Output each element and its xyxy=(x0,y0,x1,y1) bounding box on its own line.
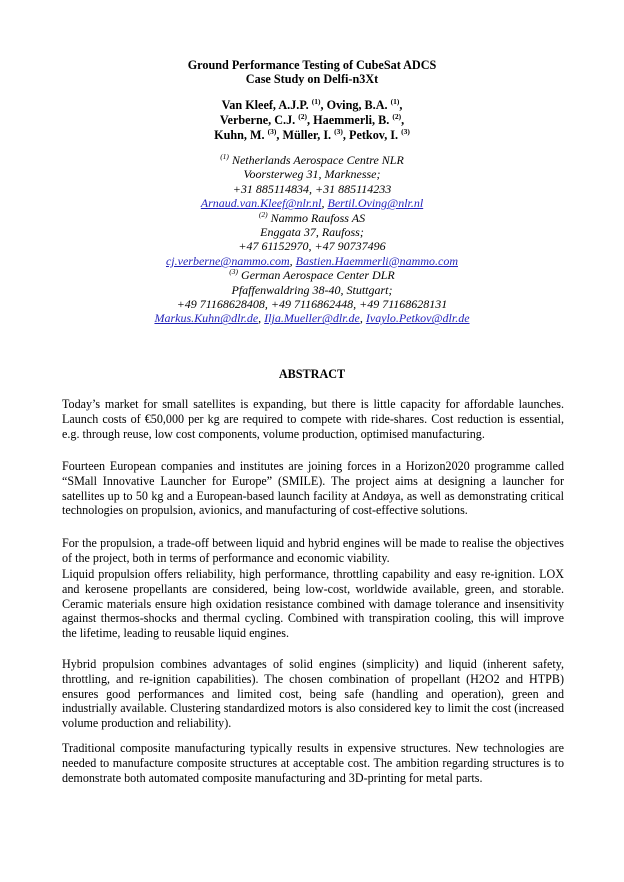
paragraph-text: Traditional composite manufacturing typically results in expensive structures. New technologies are needed to manufacture composite structures at acceptable cost. The ambition regarding structures is to demonstrate both automated composite manufacturing and 3D-printing for metal parts. xyxy=(62,741,564,785)
abstract-paragraph-3 xyxy=(62,536,564,566)
affiliation-marker: (3) xyxy=(334,127,343,136)
paragraph-text: Fourteen European companies and institutes are joining forces in a Horizon2020 programme called “SMall Innovative Launcher for Europe” (SMILE). The project aims at designing a launcher for satellites up to 50 kg and a European-based launch facility at Andøya, as well as demonstrating critical technologies on propulsion, avionics, and manufacturing of cost-effective solutions. xyxy=(62,459,564,518)
separator: , xyxy=(307,113,314,127)
affiliation-marker: (1) xyxy=(220,152,229,161)
separator: , xyxy=(289,253,296,268)
email-link[interactable]: Ivaylo.Petkov@dlr.de xyxy=(365,311,470,326)
affiliation-marker: (2) xyxy=(392,112,402,121)
abstract-paragraph-4 xyxy=(62,567,564,641)
affiliation-name: German Aerospace Center DLR xyxy=(241,268,395,283)
affiliation-name: Netherlands Aerospace Centre NLR xyxy=(231,153,404,167)
author-name: Van Kleef, A.J.P. xyxy=(221,98,309,112)
separator: , xyxy=(359,311,366,326)
affiliation-1-emails xyxy=(0,196,624,210)
author-name: Verberne, C.J. xyxy=(219,113,296,127)
affiliation-3-name xyxy=(0,268,624,282)
email-link[interactable]: Ilja.Mueller@dlr.de xyxy=(264,311,360,326)
affiliation-marker: (3) xyxy=(401,127,410,136)
separator: , xyxy=(342,128,349,142)
affiliation-3-address: Pfaffenwaldring 38-40, Stuttgart; xyxy=(231,282,393,297)
author-name: Müller, I. xyxy=(282,128,332,142)
author-list xyxy=(0,98,624,143)
paragraph-text: For the propulsion, a trade-off between liquid and hybrid engines will be made to realise the objectives of the project, both in terms of performance and economic viability. xyxy=(62,536,564,565)
affiliation-marker: (3) xyxy=(229,267,239,277)
paper-title xyxy=(0,58,624,86)
abstract-paragraph-1 xyxy=(62,397,564,441)
author-line-2 xyxy=(0,113,624,128)
paragraph-text: Today’s market for small satellites is expanding, but there is little capacity for affordable launches. Launch costs of €50,000 per kg are required to compete with ride-shares. Cost reduction is essential, e.g. through reuse, low cost components, volume production, optimised manufacturing. xyxy=(62,397,564,441)
email-link[interactable]: Markus.Kuhn@dlr.de xyxy=(154,311,259,326)
email-link[interactable]: Bastien.Haemmerli@nammo.com xyxy=(295,253,459,268)
abstract-heading: ABSTRACT xyxy=(278,367,346,381)
affiliation-3-phones: +49 71168628408, +49 7116862448, +49 71168628131 xyxy=(176,297,448,312)
title-line-2: Case Study on Delfi-n3Xt xyxy=(245,72,379,86)
separator: , xyxy=(401,113,405,127)
email-link[interactable]: cj.verberne@nammo.com xyxy=(165,253,290,268)
author-name: Haemmerli, B. xyxy=(313,113,390,127)
email-link[interactable]: Bertil.Oving@nlr.nl xyxy=(327,196,424,211)
title-line-1: Ground Performance Testing of CubeSat ADCS xyxy=(187,58,437,72)
author-name: Petkov, I. xyxy=(349,128,399,142)
affiliation-marker: (1) xyxy=(390,97,400,106)
affiliation-marker: (3) xyxy=(267,127,277,136)
author-line-3 xyxy=(0,128,624,143)
separator: , xyxy=(399,98,403,112)
affiliation-marker: (2) xyxy=(298,112,308,121)
author-line-1 xyxy=(0,98,624,113)
affiliation-2-name xyxy=(0,211,624,225)
separator: , xyxy=(258,311,265,326)
affiliation-2-phones: +47 61152970, +47 90737496 xyxy=(238,239,386,254)
abstract-paragraph-6 xyxy=(62,741,564,785)
affiliation-3-emails xyxy=(0,311,624,325)
email-link[interactable]: Arnaud.van.Kleef@nlr.nl xyxy=(200,196,322,211)
separator: , xyxy=(276,128,283,142)
separator: , xyxy=(320,98,327,112)
affiliation-2-emails xyxy=(0,254,624,268)
affiliation-1-name xyxy=(0,153,624,167)
abstract-paragraph-2 xyxy=(62,459,564,518)
author-name: Oving, B.A. xyxy=(326,98,388,112)
author-name: Kuhn, M. xyxy=(214,128,265,142)
affiliation-marker: (1) xyxy=(311,97,321,106)
paragraph-text: Hybrid propulsion combines advantages of solid engines (simplicity) and liquid (inherent safety, throttling, and re-ignition capabilities). The chosen combination of propellant (H2O2 and HTPB) ensures good performances and limited cost, being safe (handling and operation), green and industrially available. Clustering standardized motors is also considered key to limit the cost (increased volume production and reliability). xyxy=(62,657,564,731)
separator: , xyxy=(321,196,328,211)
abstract-paragraph-5 xyxy=(62,657,564,731)
affiliation-name: Nammo Raufoss AS xyxy=(270,210,366,225)
affiliation-2-address: Enggata 37, Raufoss; xyxy=(260,225,364,240)
affiliation-1-phones: +31 885114834, +31 885114233 xyxy=(232,181,392,196)
affiliation-1-address: Voorsterweg 31, Marknesse; xyxy=(243,167,381,182)
affiliation-marker: (2) xyxy=(258,209,268,219)
paragraph-text: Liquid propulsion offers reliability, high performance, throttling capability and easy re-ignition. LOX and kerosene propellants are considered, being low-cost, worldwide available, green, and storable. Ceramic materials ensure high oxidation resistance combined with damage tolerance and insensitivity against thermos-shocks and thermal cycling. Combined with transpiration cooling, this will improve the lifetime, leading to reusable liquid engines. xyxy=(62,567,564,641)
affiliations xyxy=(0,153,624,326)
